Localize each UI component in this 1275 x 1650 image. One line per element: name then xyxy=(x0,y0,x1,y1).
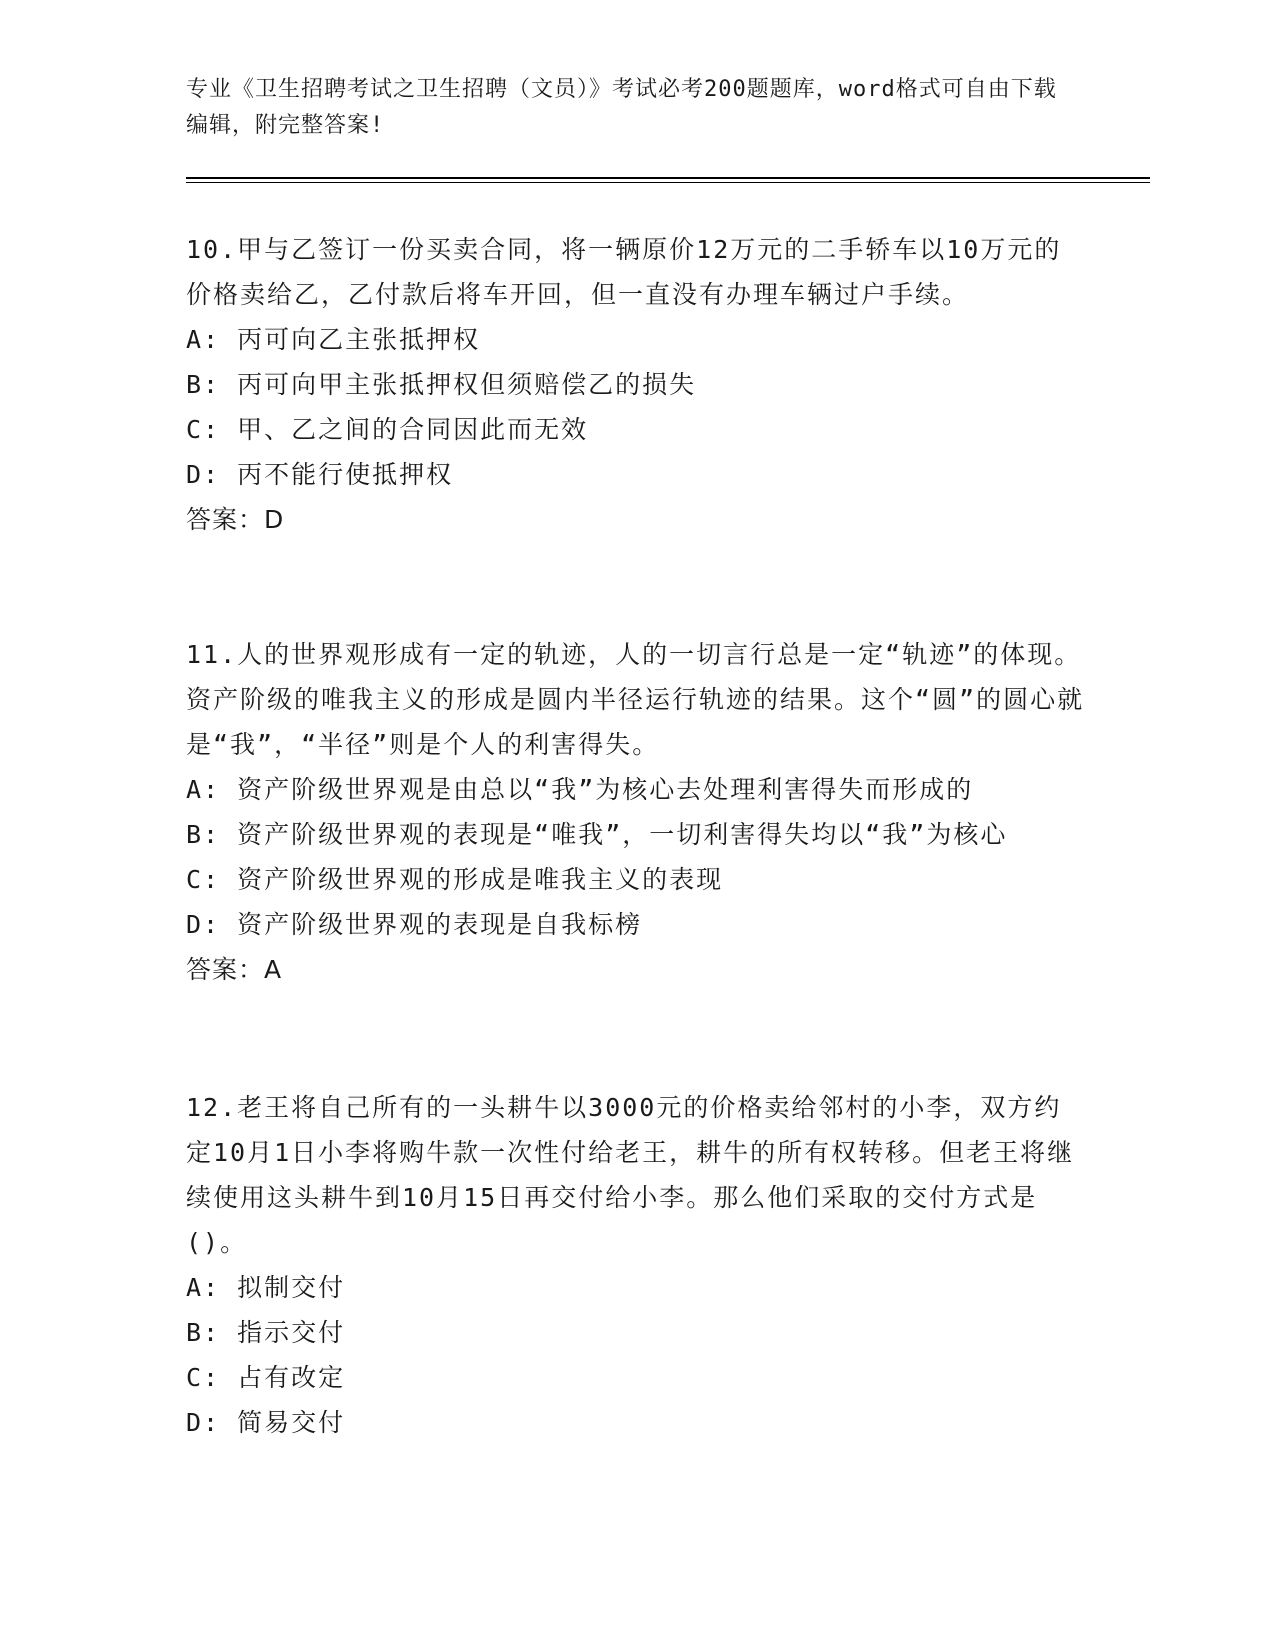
option-b: B: 指示交付 xyxy=(186,1318,346,1347)
option-b: B: 资产阶级世界观的表现是“唯我”，一切利害得失均以“我”为核心 xyxy=(186,820,1008,849)
answer: 答案：D xyxy=(186,505,285,534)
option-a: A: 丙可向乙主张抵押权 xyxy=(186,325,481,354)
option-a: A: 资产阶级世界观是由总以“我”为核心去处理利害得失而形成的 xyxy=(186,775,974,804)
question-11 xyxy=(186,632,1086,992)
question-stem: 12.老王将自己所有的一头耕牛以3000元的价格卖给邻村的小李，双方约定10月1日小李将购牛款一次性付给老王，耕牛的所有权转移。但老王将继续使用这头耕牛到10月15日再交付给小李。那么他们采取的交付方式是()。 xyxy=(186,1093,1075,1257)
option-a: A: 拟制交付 xyxy=(186,1273,346,1302)
option-d: D: 丙不能行使抵押权 xyxy=(186,460,454,489)
question-stem: 10.甲与乙签订一份买卖合同，将一辆原价12万元的二手轿车以10万元的价格卖给乙，乙付款后将车开回，但一直没有办理车辆过户手续。 xyxy=(186,235,1062,309)
header-title: 专业《卫生招聘考试之卫生招聘（文员）》考试必考200题题库，word格式可自由下载编辑，附完整答案! xyxy=(186,77,1057,138)
option-b: B: 丙可向甲主张抵押权但须赔偿乙的损失 xyxy=(186,370,697,399)
question-10 xyxy=(186,227,1086,542)
question-12 xyxy=(186,1085,1086,1445)
document-header xyxy=(186,72,1066,144)
option-d: D: 资产阶级世界观的表现是自我标榜 xyxy=(186,910,643,939)
option-c: C: 甲、乙之间的合同因此而无效 xyxy=(186,415,589,444)
option-d: D: 简易交付 xyxy=(186,1408,346,1437)
header-divider xyxy=(186,177,1150,183)
option-c: C: 资产阶级世界观的形成是唯我主义的表现 xyxy=(186,865,724,894)
answer: 答案：A xyxy=(186,955,283,984)
option-c: C: 占有改定 xyxy=(186,1363,346,1392)
question-stem: 11.人的世界观形成有一定的轨迹，人的一切言行总是一定“轨迹”的体现。资产阶级的唯我主义的形成是圆内半径运行轨迹的结果。这个“圆”的圆心就是“我”，“半径”则是个人的利害得失。 xyxy=(186,640,1085,759)
